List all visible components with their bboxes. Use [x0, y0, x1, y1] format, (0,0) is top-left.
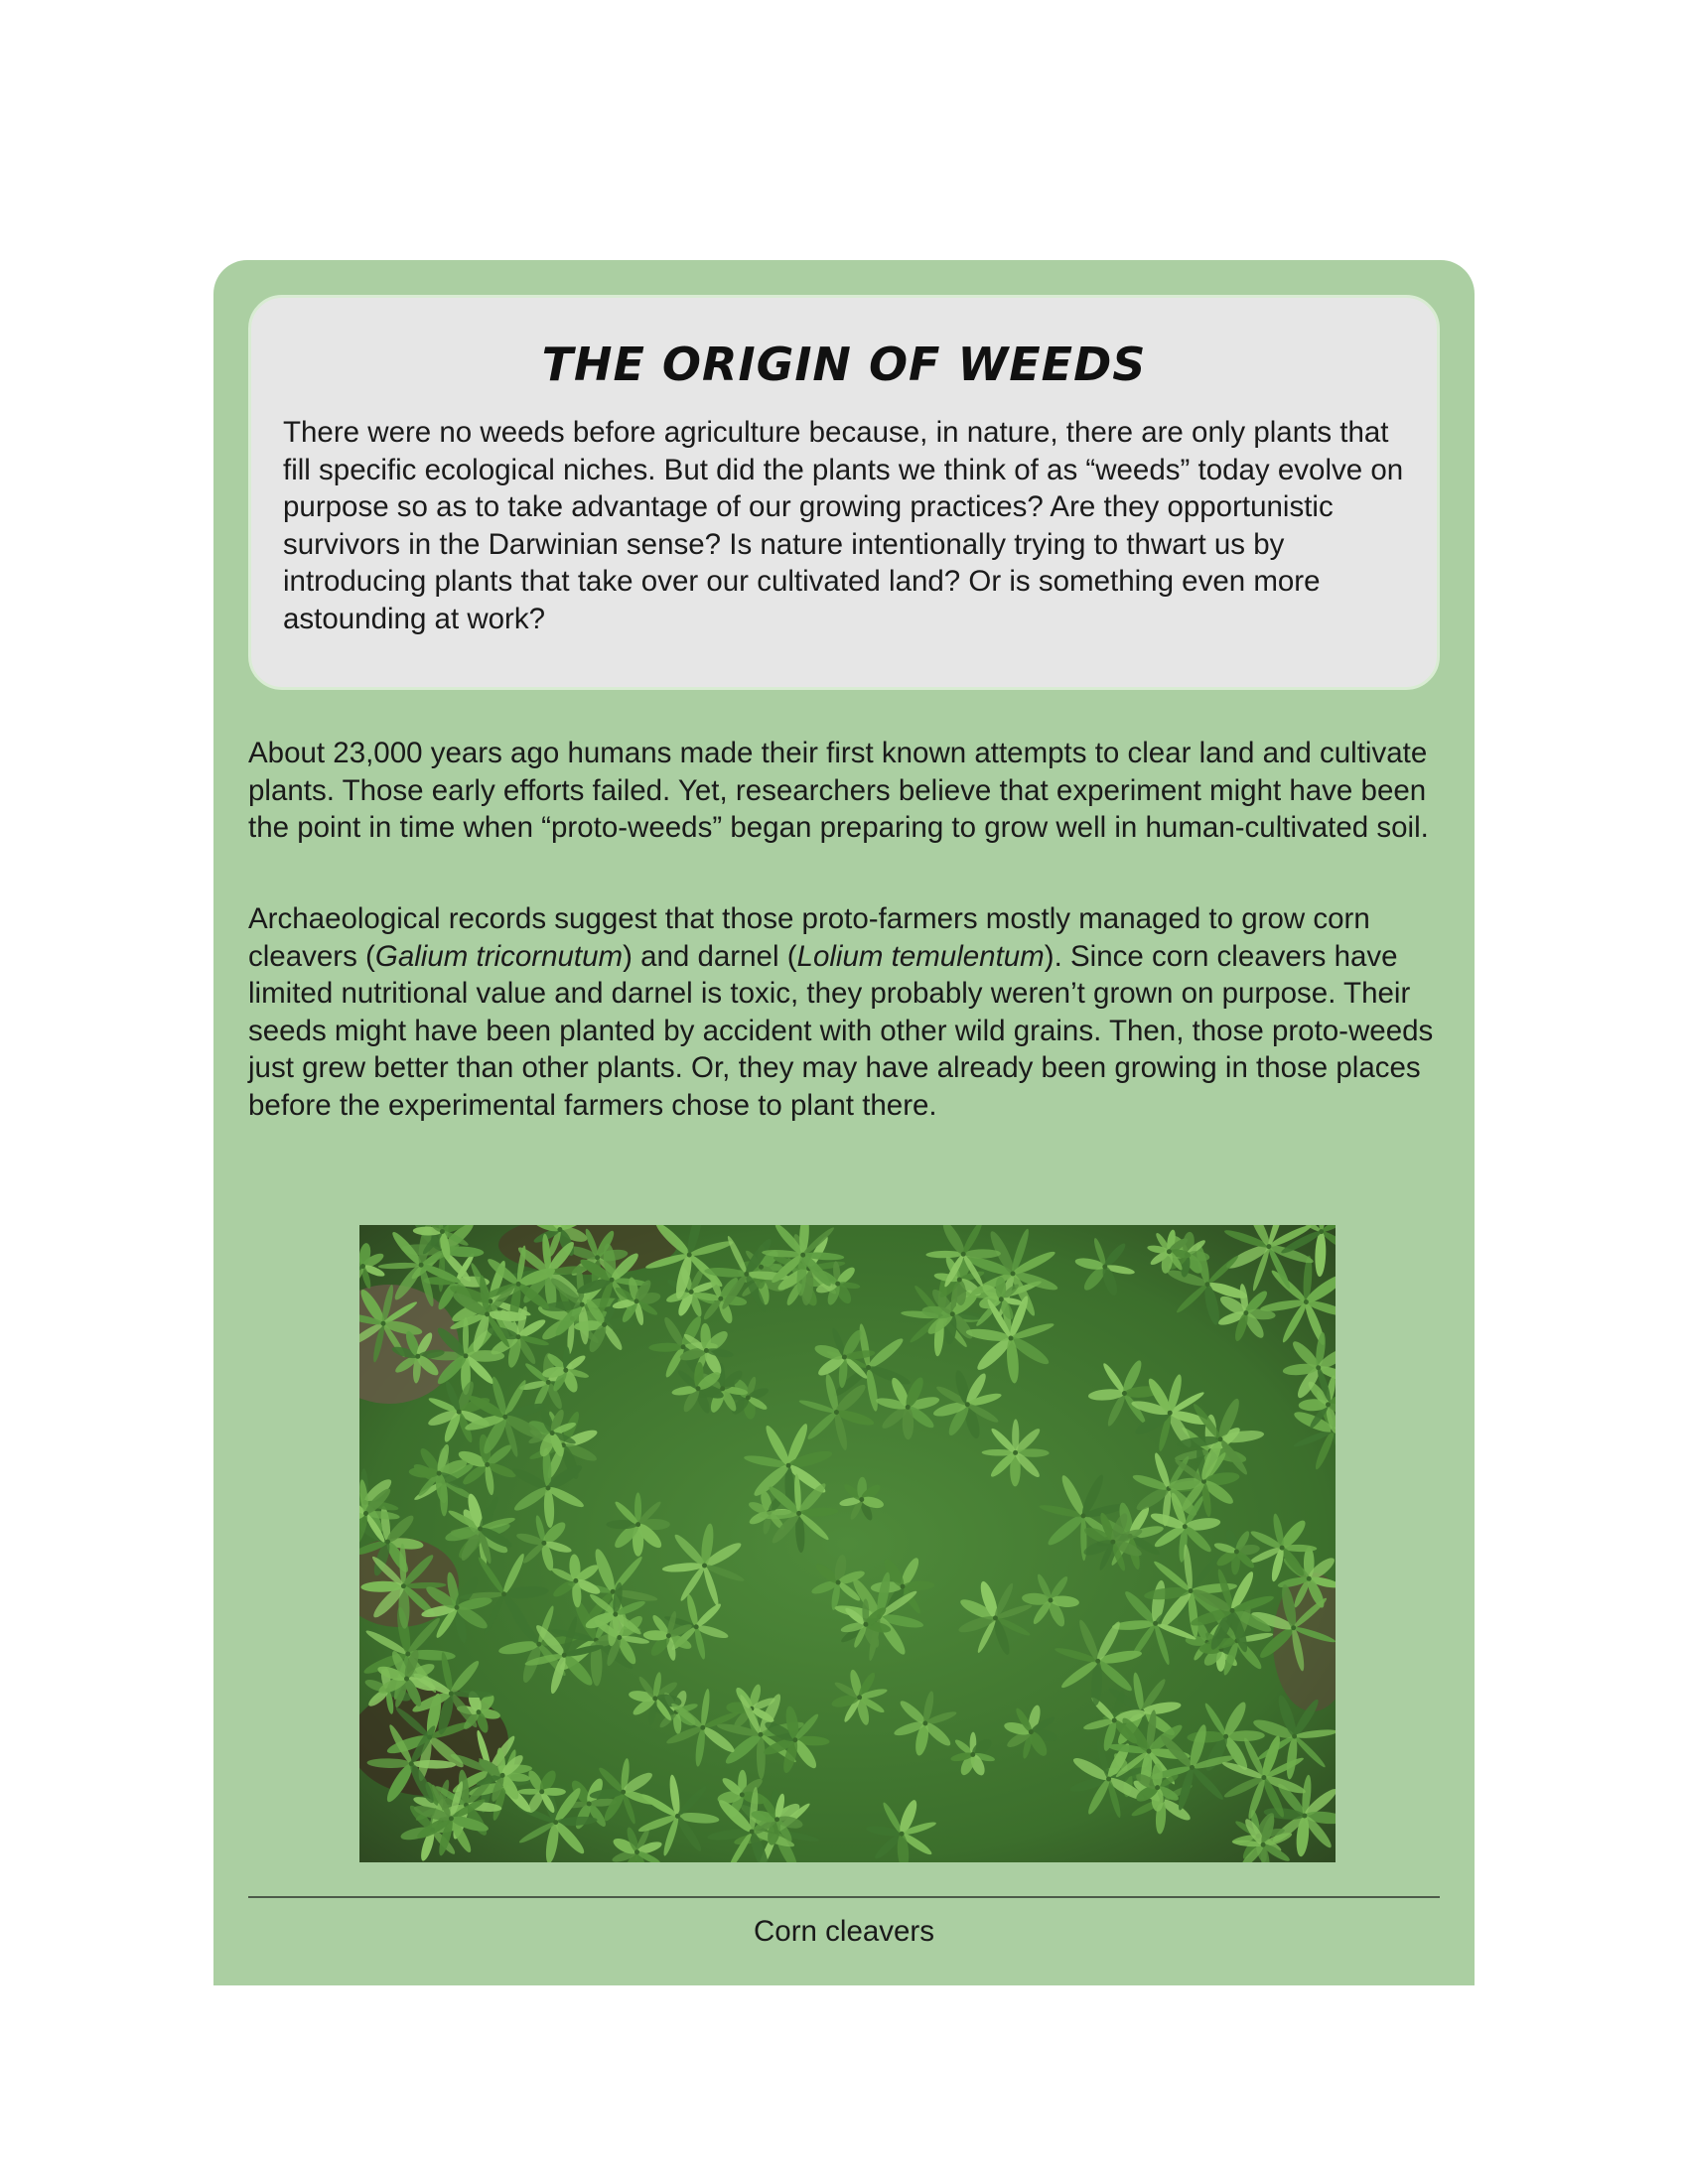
paragraph-2-text-c: ). Since corn cleavers have limited nutritional value and darnel is toxic, they probably weren’t grown on purpose. Their seeds might have been planted by accident with other wild grains. Then, those proto-weeds just grew better than other plants. Or, they may have already been growing in those places before the experimental farmers chose to plant there.: [248, 939, 1434, 1122]
article-card: [213, 260, 1475, 1985]
body-paragraph-2: [248, 900, 1445, 1124]
paragraph-2-text-a: Archaeological records suggest that those proto-farmers mostly managed to grow corn cleavers (: [248, 902, 1370, 973]
article-title: THE ORIGIN OF WEEDS: [541, 338, 1147, 391]
caption-divider: [248, 1896, 1440, 1898]
paragraph-2-text-b: ) and darnel (: [623, 939, 797, 973]
intro-box: [248, 295, 1440, 690]
body-paragraph-1: About 23,000 years ago humans made their first known attempts to clear land and cultivate plants. Those early efforts failed. Yet, researchers believe that experiment might have been the point in time when “proto-weeds” began preparing to grow well in human-cultivated soil.: [248, 737, 1429, 844]
species-name-lolium: Lolium temulentum: [796, 939, 1045, 973]
intro-paragraph: There were no weeds before agriculture because, in nature, there are only plants that fill specific ecological niches. But did the plants we think of as “weeds” today evolve on purpose so as to take advantage of our growing practices? Are they opportunistic survivors in the Darwinian sense? Is nature intentionally trying to thwart us by introducing plants that take over our cultivated land? Or is something even more astounding at work?: [283, 416, 1404, 635]
photo-caption: Corn cleavers: [754, 1915, 934, 1948]
species-name-galium: Galium tricornutum: [374, 939, 624, 973]
corn-cleavers-image: [359, 1225, 1336, 1862]
corn-cleavers-photo: [359, 1225, 1336, 1862]
